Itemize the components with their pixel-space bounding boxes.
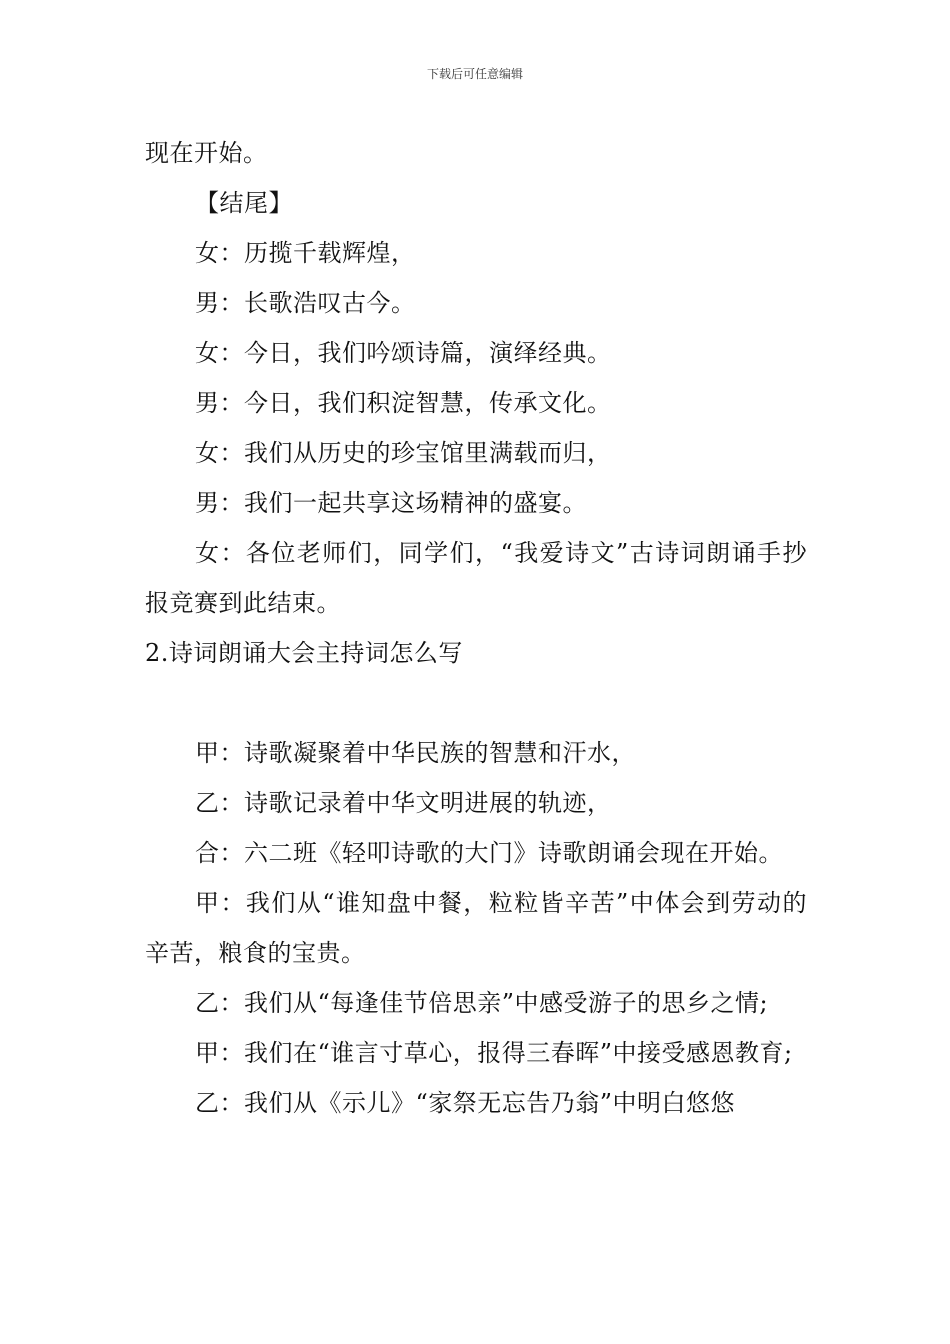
dialogue-line: 女：我们从历史的珍宝馆里满载而归， — [195, 439, 612, 467]
document-body — [145, 128, 807, 1128]
dialogue-line: 女：历揽千载辉煌， — [195, 239, 416, 267]
dialogue-line: 乙：诗歌记录着中华文明进展的轨迹， — [195, 789, 612, 817]
blank-line — [145, 678, 807, 728]
section-label-ending: 【结尾】 — [195, 189, 293, 217]
dialogue-line: 女：各位老师们，同学们，“我爱诗文”古诗词朗诵手抄报竞赛到此结束。 — [145, 539, 807, 617]
dialogue-line: 男：今日，我们积淀智慧，传承文化。 — [195, 389, 612, 417]
dialogue-line: 甲：我们从“谁知盘中餐，粒粒皆辛苦”中体会到劳动的辛苦，粮食的宝贵。 — [145, 889, 807, 967]
section-heading: 2.诗词朗诵大会主持词怎么写 — [145, 639, 463, 667]
dialogue-line: 合：六二班《轻叩诗歌的大门》诗歌朗诵会现在开始。 — [195, 839, 783, 867]
dialogue-line: 男：长歌浩叹古今。 — [195, 289, 416, 317]
dialogue-line: 乙：我们从“每逢佳节倍思亲”中感受游子的思乡之情; — [195, 989, 769, 1017]
page-header: 下载后可任意编辑 — [426, 67, 523, 81]
dialogue-line: 男：我们一起共享这场精神的盛宴。 — [195, 489, 587, 517]
dialogue-line: 乙：我们从《示儿》“家祭无忘告乃翁”中明白悠悠 — [195, 1089, 736, 1117]
dialogue-line: 甲：我们在“谁言寸草心，报得三春晖”中接受感恩教育; — [195, 1039, 793, 1067]
dialogue-line: 甲：诗歌凝聚着中华民族的智慧和汗水， — [195, 739, 636, 767]
paragraph: 现在开始。 — [145, 139, 268, 167]
dialogue-line: 女：今日，我们吟颂诗篇，演绎经典。 — [195, 339, 612, 367]
